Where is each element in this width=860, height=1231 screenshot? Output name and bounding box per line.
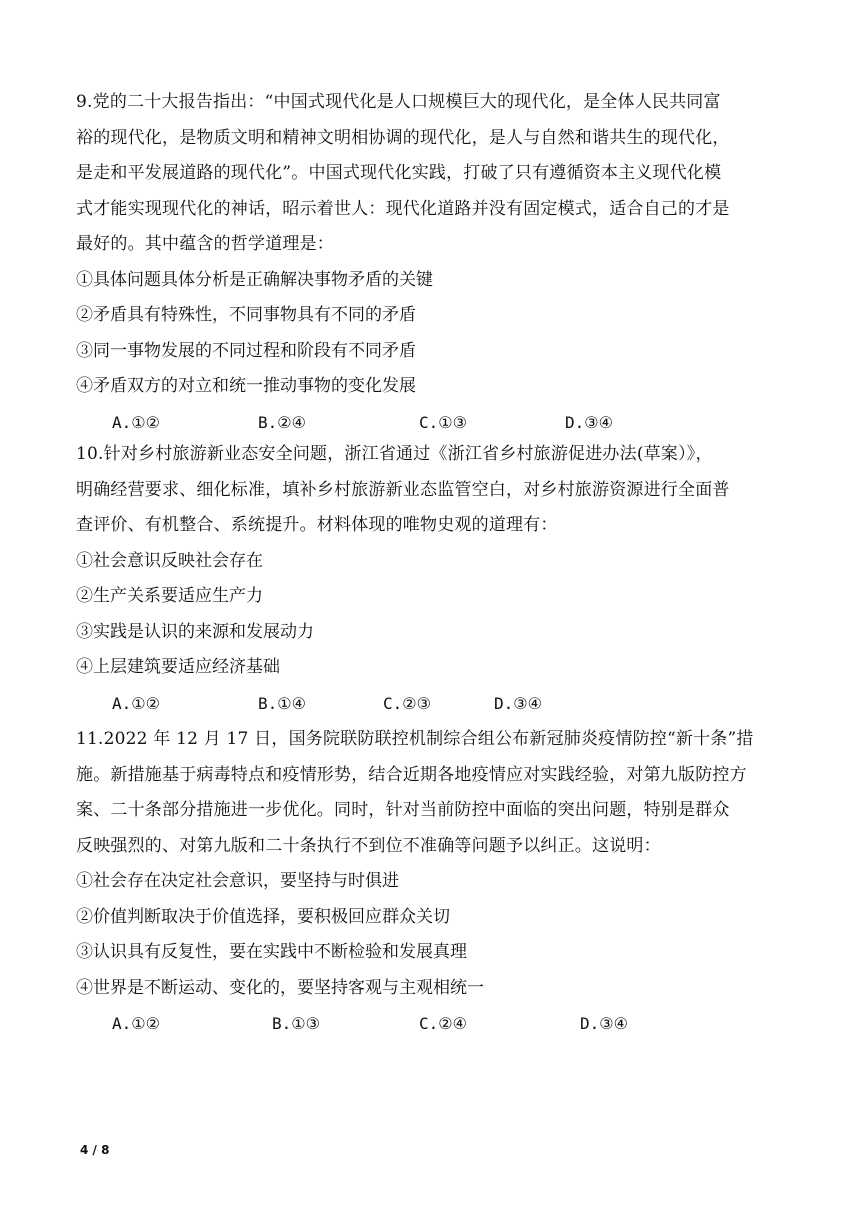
statement-option: ②价值判断取决于价值选择，要积极回应群众关切 (76, 906, 450, 927)
statement-option: ②矛盾具有特殊性，不同事物具有不同的矛盾 (76, 305, 416, 325)
answer-choices (76, 405, 786, 441)
answer-choices (76, 686, 786, 722)
statement-option: ④矛盾双方的对立和统一推动事物的变化发展 (76, 376, 416, 396)
answer-choice-a: A.①② (112, 412, 160, 432)
statement-option: ①社会意识反映社会存在 (76, 550, 263, 571)
answer-choice-c: C.②③ (383, 693, 431, 713)
question-9 (76, 85, 786, 440)
question-11 (76, 722, 786, 1042)
question-stem-line: 式才能实现现代化的神话，昭示着世人：现代化道路并没有固定模式，适合自己的才是 (76, 198, 730, 219)
statement-option: ②生产关系要适应生产力 (76, 586, 263, 606)
question-stem-line: 明确经营要求、细化标准，填补乡村旅游新业态监管空白，对乡村旅游资源进行全面普 (76, 479, 730, 500)
answer-choice-a: A.①② (112, 693, 160, 713)
question-stem-line: 10.针对乡村旅游新业态安全问题，浙江省通过《浙江省乡村旅游促进办法(草案）》， (76, 444, 713, 464)
page-number: 4 / 8 (80, 1143, 110, 1157)
answer-choice-d: D.③④ (494, 693, 542, 713)
question-stem-line: 最好的。其中蕴含的哲学道理是： (76, 234, 334, 254)
answer-choice-b: B.①③ (272, 1014, 320, 1033)
question-10 (76, 437, 786, 721)
answer-choice-d: D.③④ (565, 412, 613, 432)
question-stem-line: 案、二十条部分措施进一步优化。同时，针对当前防控中面临的突出问题，特别是群众 (76, 800, 730, 820)
statement-option: ③同一事物发展的不同过程和阶段有不同矛盾 (76, 340, 416, 361)
statement-option: ④上层建筑要适应经济基础 (76, 657, 280, 677)
question-stem-line: 施。新措施基于病毒特点和疫情形势，结合近期各地疫情应对实践经验，对第九版防控方 (76, 764, 747, 785)
statement-option: ③认识具有反复性，要在实践中不断检验和发展真理 (76, 942, 467, 962)
statement-option: ③实践是认识的来源和发展动力 (76, 621, 314, 642)
statement-option: ④世界是不断运动、变化的，要坚持客观与主观相统一 (76, 977, 484, 998)
statement-option: ①社会存在决定社会意识，要坚持与时俱进 (76, 871, 399, 891)
answer-choice-c: C.①③ (419, 412, 467, 432)
question-stem-line: 9.党的二十大报告指出：“中国式现代化是人口规模巨大的现代化，是全体人民共同富 (76, 92, 721, 112)
question-stem-line: 反映强烈的、对第九版和二十条执行不到位不准确等问题予以纠正。这说明： (76, 835, 661, 856)
question-stem-line: 查评价、有机整合、系统提升。材料体现的唯物史观的道理有： (76, 515, 558, 535)
question-stem-line: 裕的现代化，是物质文明和精神文明相协调的现代化，是人与自然和谐共生的现代化， (76, 127, 730, 148)
statement-option: ①具体问题具体分析是正确解决事物矛盾的关键 (76, 269, 433, 290)
question-stem-line: 11.2022 年 12 月 17 日，国务院联防联控机制综合组公布新冠肺炎疫情防控“新十条”措 (76, 729, 754, 749)
answer-choice-b: B.①④ (258, 693, 306, 713)
answer-choices (76, 1006, 786, 1042)
answer-choice-b: B.②④ (258, 412, 306, 432)
answer-choice-a: A.①② (112, 1014, 160, 1033)
answer-choice-c: C.②④ (419, 1014, 467, 1033)
answer-choice-d: D.③④ (580, 1014, 628, 1033)
question-stem-line: 是走和平发展道路的现代化”。中国式现代化实践，打破了只有遵循资本主义现代化模 (76, 163, 722, 183)
